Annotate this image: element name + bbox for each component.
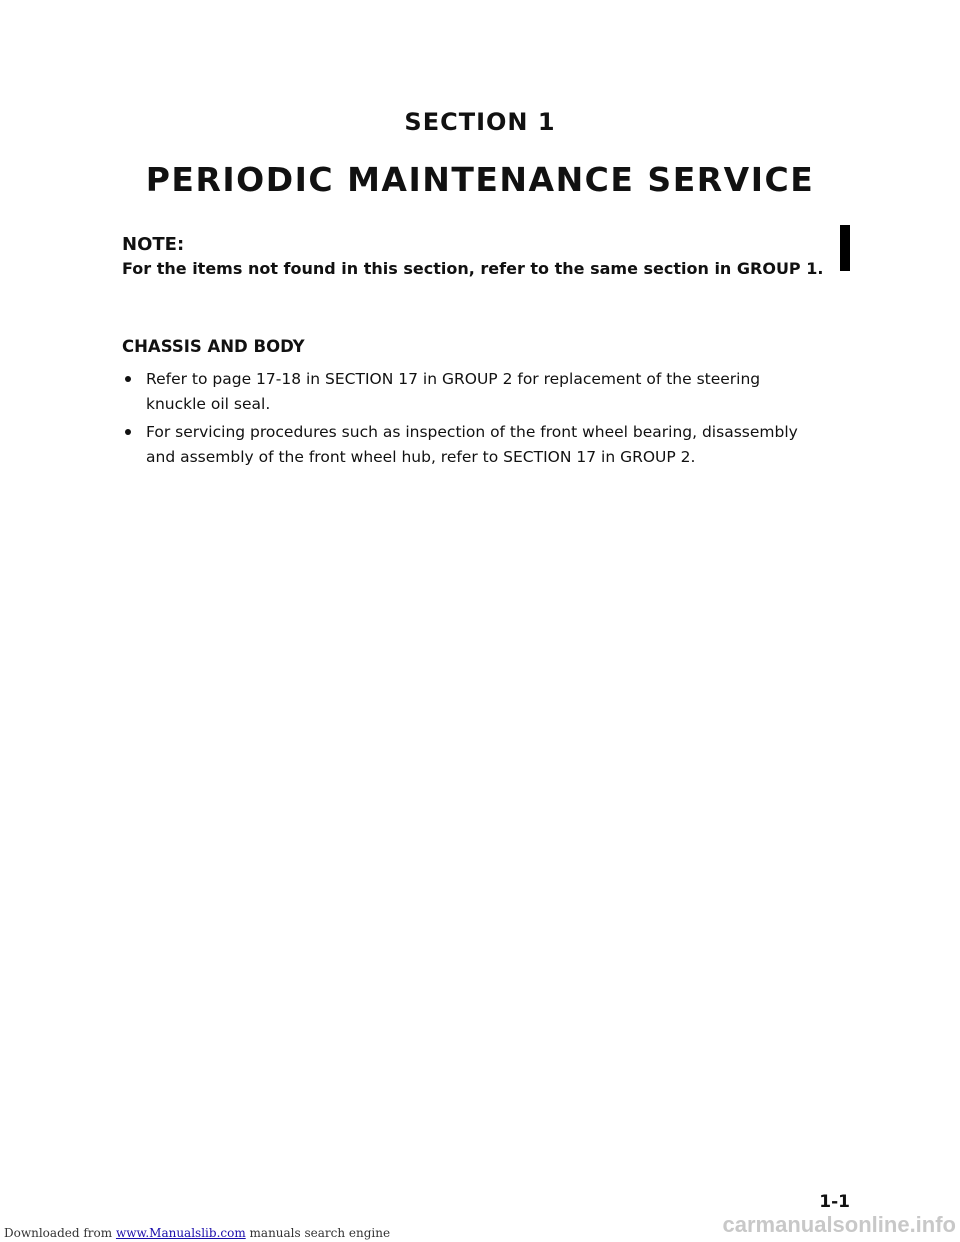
section-tab-marker — [840, 225, 850, 271]
bullet-icon — [125, 429, 131, 435]
bullet-icon — [125, 376, 131, 382]
chassis-list — [122, 367, 802, 473]
manualslib-link[interactable]: www.Manualslib.com — [115, 1226, 246, 1240]
page-number: 1-1 — [819, 1192, 850, 1212]
watermark: carmanualsonline.info — [722, 1212, 956, 1237]
note-text: For the items not found in this section, refer to the same section in GROUP 1. — [122, 259, 824, 278]
page-title: PERIODIC MAINTENANCE SERVICE — [145, 160, 815, 199]
section-label: SECTION 1 — [404, 108, 556, 136]
list-item — [122, 420, 802, 470]
note-label: NOTE: — [122, 234, 185, 255]
footer-download-note — [4, 1226, 390, 1240]
list-item — [122, 367, 802, 417]
chassis-heading: CHASSIS AND BODY — [122, 337, 305, 356]
footer-suffix: manuals search engine — [249, 1226, 391, 1240]
list-item-text: Refer to page 17-18 in SECTION 17 in GROUP 2 for replacement of the steering knuckle oil seal. — [146, 370, 761, 413]
list-item-text: For servicing procedures such as inspection of the front wheel bearing, disassembly and assembly of the front wheel hub, refer to SECTION 17 in GROUP 2. — [146, 423, 798, 466]
footer-prefix: Downloaded from — [4, 1226, 113, 1240]
